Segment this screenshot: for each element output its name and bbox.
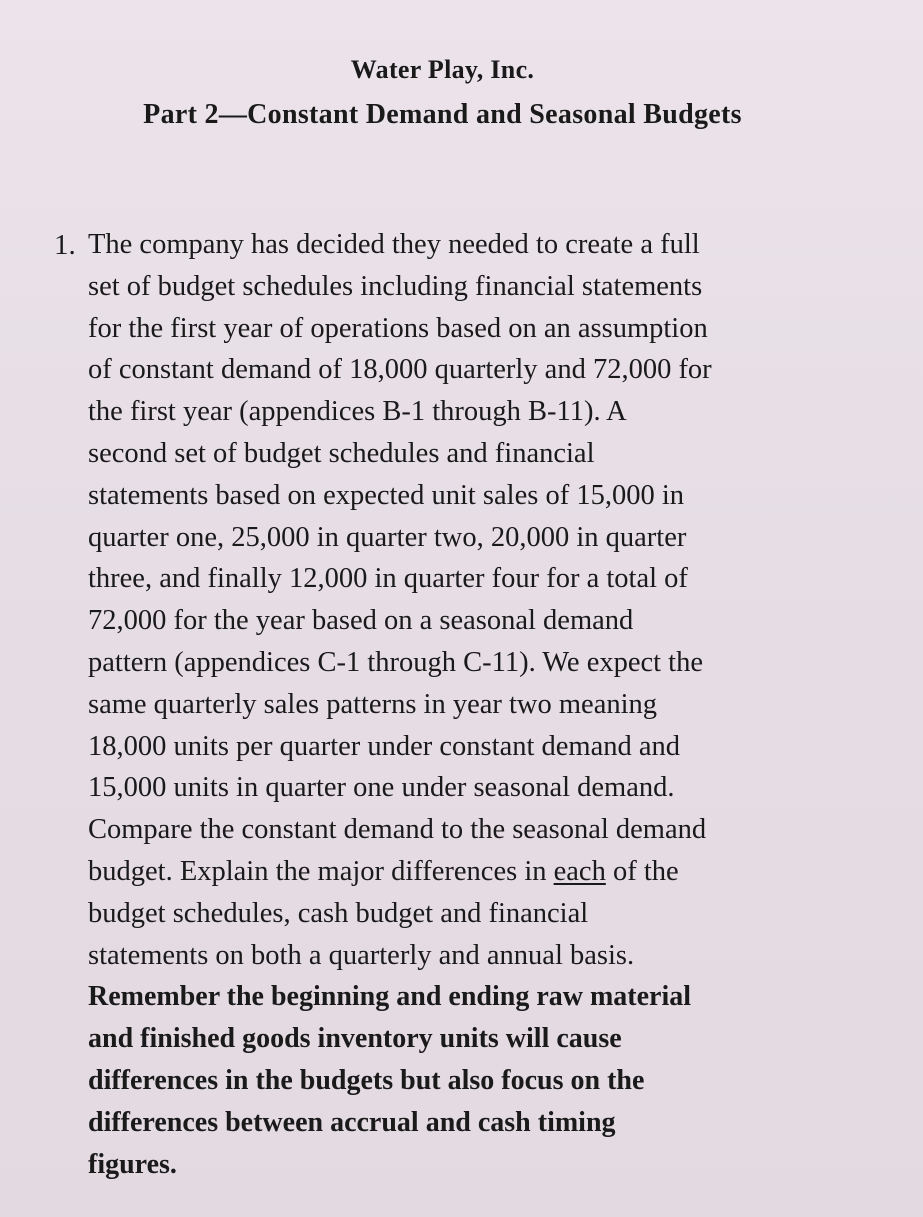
question-line: set of budget schedules including financial statements [88, 270, 703, 302]
question-number: 1. [54, 229, 76, 261]
question-line: 18,000 units per quarter under constant demand and [88, 730, 681, 762]
question-line: 72,000 for the year based on a seasonal demand [88, 605, 634, 637]
question-line: Compare the constant demand to the seasonal demand [88, 814, 707, 846]
document-subtitle: Part 2—Constant Demand and Seasonal Budgets [143, 99, 742, 130]
question-line-with-emphasis [88, 851, 874, 893]
question-line: budget schedules, cash budget and financial [88, 897, 589, 929]
question-line: of constant demand of 18,000 quarterly and 72,000 for [88, 354, 712, 386]
question-line: for the first year of operations based on an assumption [88, 312, 708, 344]
question-line: The company has decided they needed to create a full [88, 229, 700, 260]
question-line: statements on both a quarterly and annual basis. [88, 939, 635, 971]
document-title: Water Play, Inc. [350, 55, 535, 84]
question-line: 15,000 units in quarter one under seasonal demand. [88, 772, 675, 804]
bold-reminder-line: differences between accrual and cash timing [88, 1106, 616, 1138]
question-line: three, and finally 12,000 in quarter four for a total of [88, 563, 688, 595]
question-line: the first year (appendices B-1 through B-11). A [88, 396, 627, 428]
bold-reminder-line: figures. [88, 1148, 177, 1180]
bold-reminder-line: Remember the beginning and ending raw material [88, 981, 692, 1013]
question-line: statements based on expected unit sales of 15,000 in [88, 479, 684, 511]
bold-reminder-line: and finished goods inventory units will cause [88, 1023, 622, 1055]
question-line-start: budget. Explain the major differences in [88, 855, 554, 887]
question-line-end: of the [605, 855, 679, 887]
question-text [88, 224, 874, 1185]
question-line: pattern (appendices C-1 through C-11). We expect the [88, 646, 704, 678]
question-list [54, 224, 874, 1185]
underlined-word-each: each [553, 855, 606, 887]
question-line: same quarterly sales patterns in year two meaning [88, 688, 658, 720]
question-line: second set of budget schedules and financial [88, 437, 595, 469]
bold-reminder-line: differences in the budgets but also focus on the [88, 1064, 645, 1096]
question-line: quarter one, 25,000 in quarter two, 20,000 in quarter [88, 521, 687, 553]
